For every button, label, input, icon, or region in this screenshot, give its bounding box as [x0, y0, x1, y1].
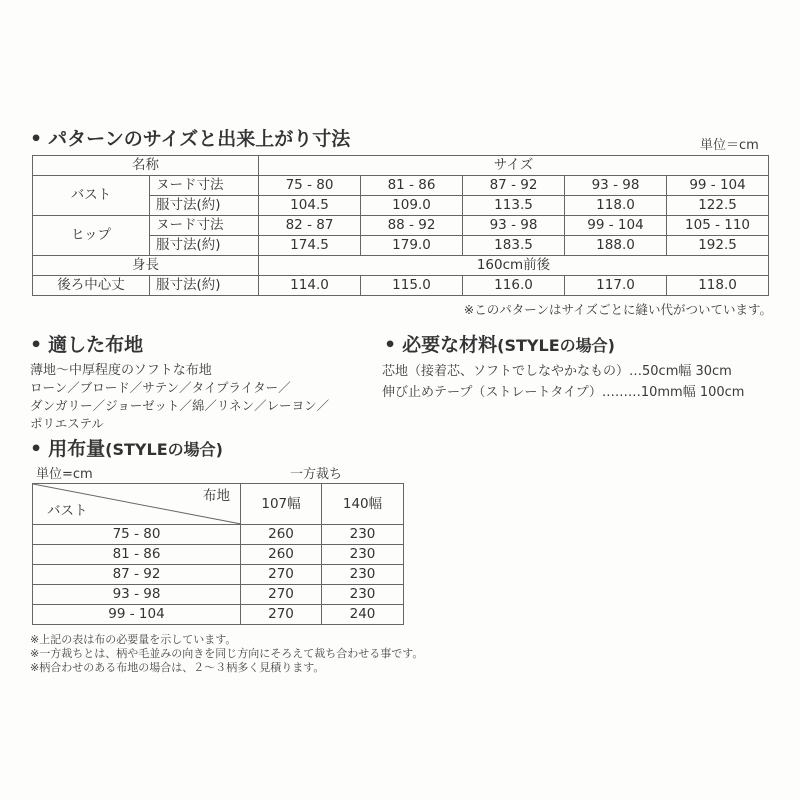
fabric-section-title — [30, 330, 143, 357]
garment-label: 服寸法(約) — [150, 236, 259, 256]
table-cell: 230 — [322, 525, 404, 545]
seam-allowance-note: ※このパターンはサイズごとに縫い代がついています。 — [463, 302, 772, 317]
usage-unit-label: 単位=cm — [36, 467, 93, 482]
fabric-line: ポリエステル — [30, 416, 104, 431]
back-length-label: 後ろ中心丈 — [33, 276, 150, 296]
table-row — [33, 216, 769, 236]
table-cell: 82 - 87 — [259, 216, 361, 236]
height-label: 身長 — [33, 256, 259, 276]
fabric-line: ローン／ブロード／サテン／タイプライター／ — [30, 380, 291, 395]
table-row — [33, 545, 404, 565]
fabric-section-title-text: 適した布地 — [48, 334, 144, 356]
size-table — [32, 155, 769, 296]
table-cell: 99 - 104 — [667, 176, 769, 196]
table-cell: 188.0 — [565, 236, 667, 256]
table-cell: 240 — [322, 605, 404, 625]
one-way-cut-label: 一方裁ち — [290, 467, 343, 482]
table-cell: 104.5 — [259, 196, 361, 216]
table-cell: 87 - 92 — [463, 176, 565, 196]
table-cell: 260 — [241, 525, 322, 545]
table-cell: 75 - 80 — [259, 176, 361, 196]
table-row — [33, 276, 769, 296]
height-value: 160cm前後 — [259, 256, 769, 276]
header-fabric: 布地 — [203, 488, 230, 504]
header-width-140: 140幅 — [322, 484, 404, 525]
materials-section-title-text: 必要な材料 — [402, 334, 498, 356]
hip-label: ヒップ — [33, 216, 150, 256]
fabric-line: 薄地〜中厚程度のソフトな布地 — [30, 363, 212, 378]
table-cell: 99 - 104 — [565, 216, 667, 236]
table-cell: 118.0 — [565, 196, 667, 216]
nude-label: ヌード寸法 — [150, 216, 259, 236]
table-cell: 93 - 98 — [565, 176, 667, 196]
table-cell: 81 - 86 — [361, 176, 463, 196]
size-section-title — [30, 124, 350, 151]
usage-note: ※上記の表は布の必要量を示しています。 — [30, 633, 237, 646]
diagonal-header-cell — [33, 484, 241, 525]
table-cell: 260 — [241, 545, 322, 565]
table-cell: 114.0 — [259, 276, 361, 296]
table-cell: 93 - 98 — [33, 585, 241, 605]
table-row — [33, 605, 404, 625]
usage-section-title-text: 用布量 — [48, 438, 106, 460]
materials-section-title-sub: (STYLEの場合) — [497, 336, 615, 355]
table-row — [33, 156, 769, 176]
table-cell: 118.0 — [667, 276, 769, 296]
usage-section-title — [30, 434, 223, 461]
table-cell: 179.0 — [361, 236, 463, 256]
materials-section-title — [384, 330, 615, 357]
header-width-107: 107幅 — [241, 484, 322, 525]
table-cell: 192.5 — [667, 236, 769, 256]
table-row — [33, 525, 404, 545]
table-cell: 230 — [322, 585, 404, 605]
bullet: • — [384, 334, 397, 356]
table-cell: 88 - 92 — [361, 216, 463, 236]
table-cell: 87 - 92 — [33, 565, 241, 585]
table-row — [33, 585, 404, 605]
header-name: 名称 — [33, 156, 259, 176]
materials-line: 伸び止めテープ（ストレートタイプ）………10mm幅 100cm — [382, 385, 745, 400]
table-cell: 270 — [241, 565, 322, 585]
table-cell: 109.0 — [361, 196, 463, 216]
table-cell: 113.5 — [463, 196, 565, 216]
table-cell: 99 - 104 — [33, 605, 241, 625]
fabric-line: ダンガリー／ジョーゼット／綿／リネン／レーヨン／ — [30, 398, 330, 413]
table-cell: 230 — [322, 545, 404, 565]
size-section-title-text: パターンのサイズと出来上がり寸法 — [48, 128, 351, 150]
table-cell: 183.5 — [463, 236, 565, 256]
table-cell: 116.0 — [463, 276, 565, 296]
usage-note: ※柄合わせのある布地の場合は、２〜３柄多く見積ります。 — [30, 661, 325, 674]
garment-label: 服寸法(約) — [150, 276, 259, 296]
table-cell: 117.0 — [565, 276, 667, 296]
table-row — [33, 484, 404, 525]
usage-note: ※一方裁ちとは、柄や毛並みの向きを同じ方向にそろえて裁ち合わせる事です。 — [30, 647, 424, 660]
table-row — [33, 565, 404, 585]
table-cell: 75 - 80 — [33, 525, 241, 545]
table-cell: 270 — [241, 585, 322, 605]
bust-label: バスト — [33, 176, 150, 216]
materials-line: 芯地（接着芯、ソフトでしなやかなもの）…50cm幅 30cm — [382, 364, 732, 379]
bullet: • — [30, 334, 43, 356]
table-cell: 270 — [241, 605, 322, 625]
garment-label: 服寸法(約) — [150, 196, 259, 216]
table-cell: 105 - 110 — [667, 216, 769, 236]
bullet: • — [30, 128, 43, 150]
table-row — [33, 176, 769, 196]
usage-section-title-sub: (STYLEの場合) — [105, 440, 223, 459]
size-unit-label: 単位＝cm — [700, 138, 759, 153]
table-cell: 81 - 86 — [33, 545, 241, 565]
table-cell: 230 — [322, 565, 404, 585]
fabric-usage-table — [32, 483, 404, 625]
table-cell: 174.5 — [259, 236, 361, 256]
header-bust: バスト — [47, 503, 88, 519]
bullet: • — [30, 438, 43, 460]
table-cell: 122.5 — [667, 196, 769, 216]
header-size: サイズ — [259, 156, 769, 176]
table-row — [33, 256, 769, 276]
table-cell: 93 - 98 — [463, 216, 565, 236]
nude-label: ヌード寸法 — [150, 176, 259, 196]
table-cell: 115.0 — [361, 276, 463, 296]
